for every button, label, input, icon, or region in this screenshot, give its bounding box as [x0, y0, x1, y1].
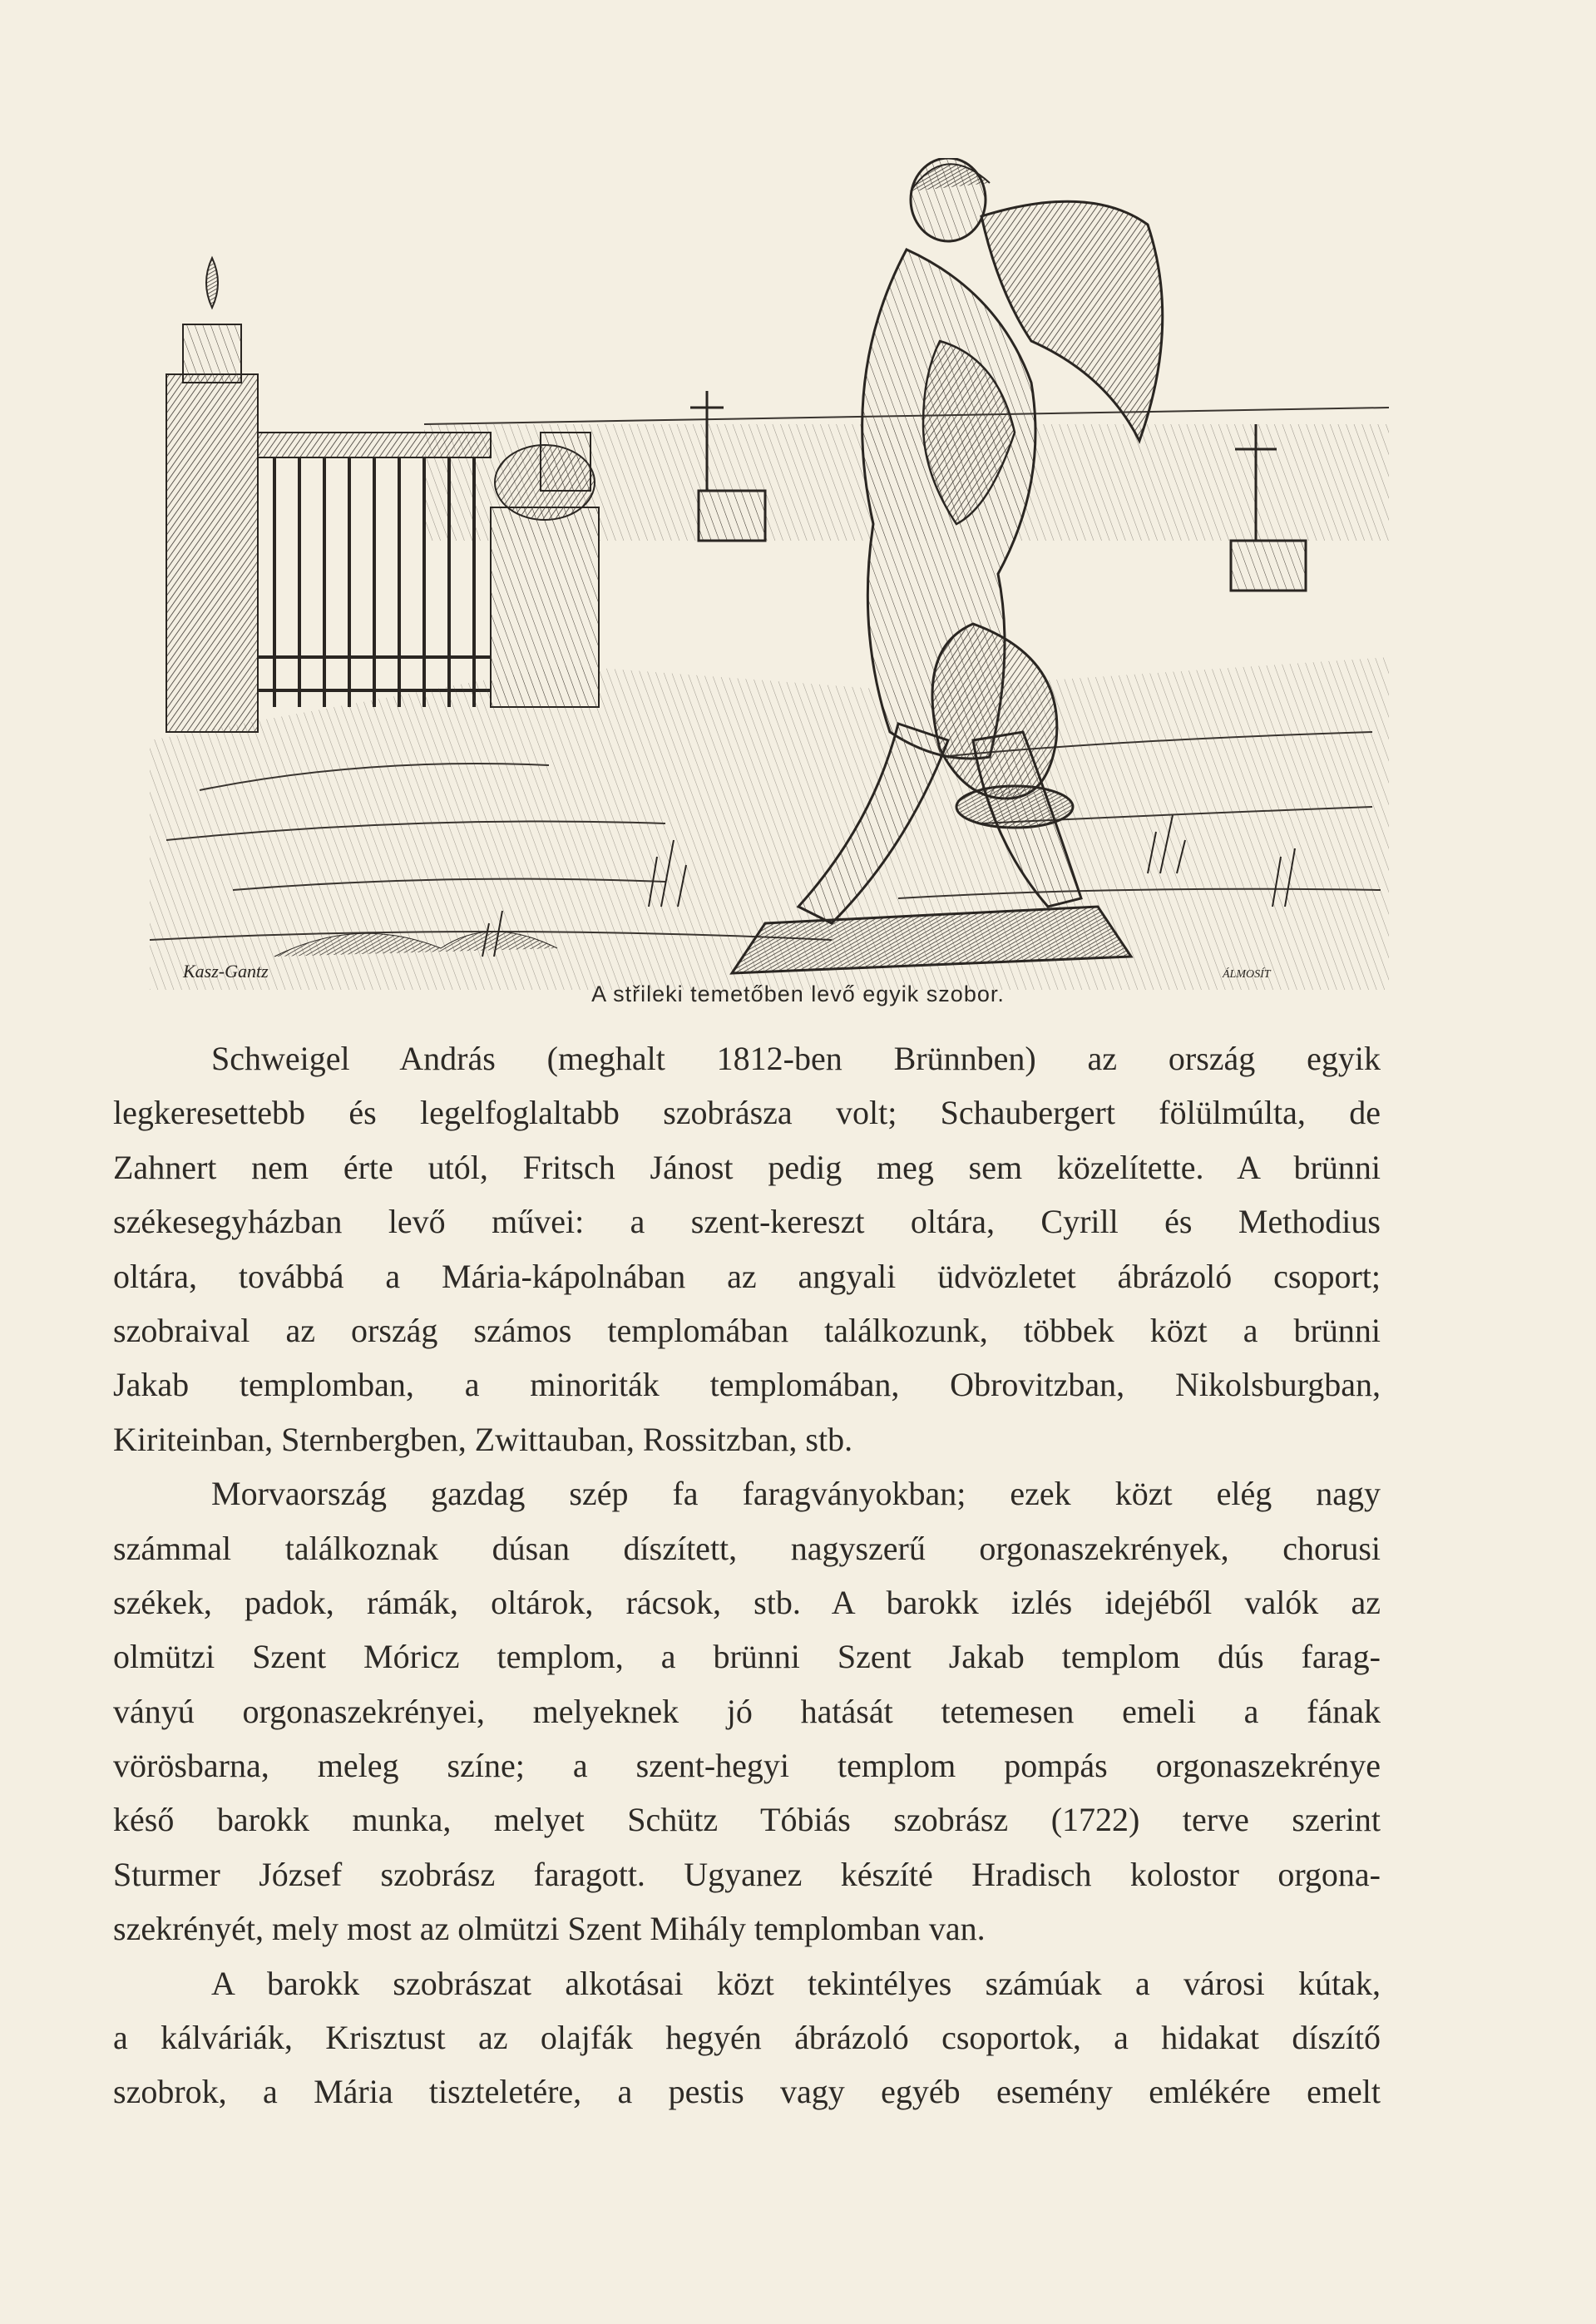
- statue-engraving: [150, 158, 1389, 990]
- tomb-monument-left: [166, 258, 599, 732]
- engraving-illustration: [150, 158, 1389, 990]
- illustration-caption: A střileki temetőben levő egyik szobor.: [591, 982, 1005, 1006]
- paragraph: [113, 1956, 1381, 2119]
- text-line: számmal találkoznak dúsan díszített, nagyszerű orgonaszekrények, chorusi: [113, 1529, 1381, 1567]
- engraver-signature: ÁLMOSÍT: [1223, 968, 1271, 981]
- text-line: vörösbarna, meleg színe; a szent-hegyi templom pompás orgonaszekrénye: [113, 1747, 1381, 1785]
- text-line: szobraival az ország számos templomában találkozunk, többek közt a brünni: [113, 1311, 1381, 1349]
- text-line: legkeresettebb és legelfoglaltabb szobrásza volt; Schaubergert fölülmúlta, de: [113, 1094, 1381, 1132]
- body-text: [113, 1031, 1381, 2119]
- text-line: Schweigel András (meghalt 1812-ben Brünnben) az ország egyik: [211, 1040, 1381, 1077]
- text-line: A barokk szobrászat alkotásai közt tekintélyes számúak a városi kútak,: [211, 1964, 1381, 2002]
- text-line: oltára, továbbá a Mária-kápolnában az angyali üdvözletet ábrázoló csoport;: [113, 1257, 1381, 1295]
- text-line: Sturmer József szobrász faragott. Ugyanez készíté Hradisch kolostor orgona-: [113, 1855, 1381, 1893]
- text-line: ványú orgonaszekrényei, melyeknek jó hatását tetemesen emeli a fának: [113, 1692, 1381, 1730]
- text-line: Morvaország gazdag szép fa faragványokban; ezek közt elég nagy: [211, 1475, 1381, 1513]
- text-line: Zahnert nem érte utól, Fritsch Jánost pedig meg sem közelítette. A brünni: [113, 1148, 1381, 1186]
- text-line: székek, padok, rámák, oltárok, rácsok, stb. A barokk izlés idejéből valók az: [113, 1583, 1381, 1621]
- artist-signature: Kasz-Gantz: [183, 961, 269, 982]
- text-line: székesegyházban levő művei: a szent-kereszt oltára, Cyrill és Methodius: [113, 1203, 1381, 1241]
- text-line: Kiriteinban, Sternbergben, Zwittauban, Rossitzban, stb.: [113, 1420, 853, 1458]
- text-line: a kálváriák, Krisztust az olajfák hegyén ábrázoló csoportok, a hidakat díszítő: [113, 2019, 1381, 2057]
- text-line: szobrok, a Mária tiszteletére, a pestis vagy egyéb esemény emlékére emelt: [113, 2073, 1381, 2111]
- text-line: szekrényét, mely most az olmützi Szent Mihály templomban van.: [113, 1910, 986, 1948]
- paragraph: [113, 1466, 1381, 1956]
- paragraph: [113, 1031, 1381, 1466]
- text-line: Jakab templomban, a minoriták templomában, Obrovitzban, Nikolsburgban,: [113, 1366, 1381, 1404]
- text-line: késő barokk munka, melyet Schütz Tóbiás szobrász (1722) terve szerint: [113, 1801, 1381, 1839]
- text-line: olmützi Szent Móricz templom, a brünni Szent Jakab templom dús farag-: [113, 1638, 1381, 1676]
